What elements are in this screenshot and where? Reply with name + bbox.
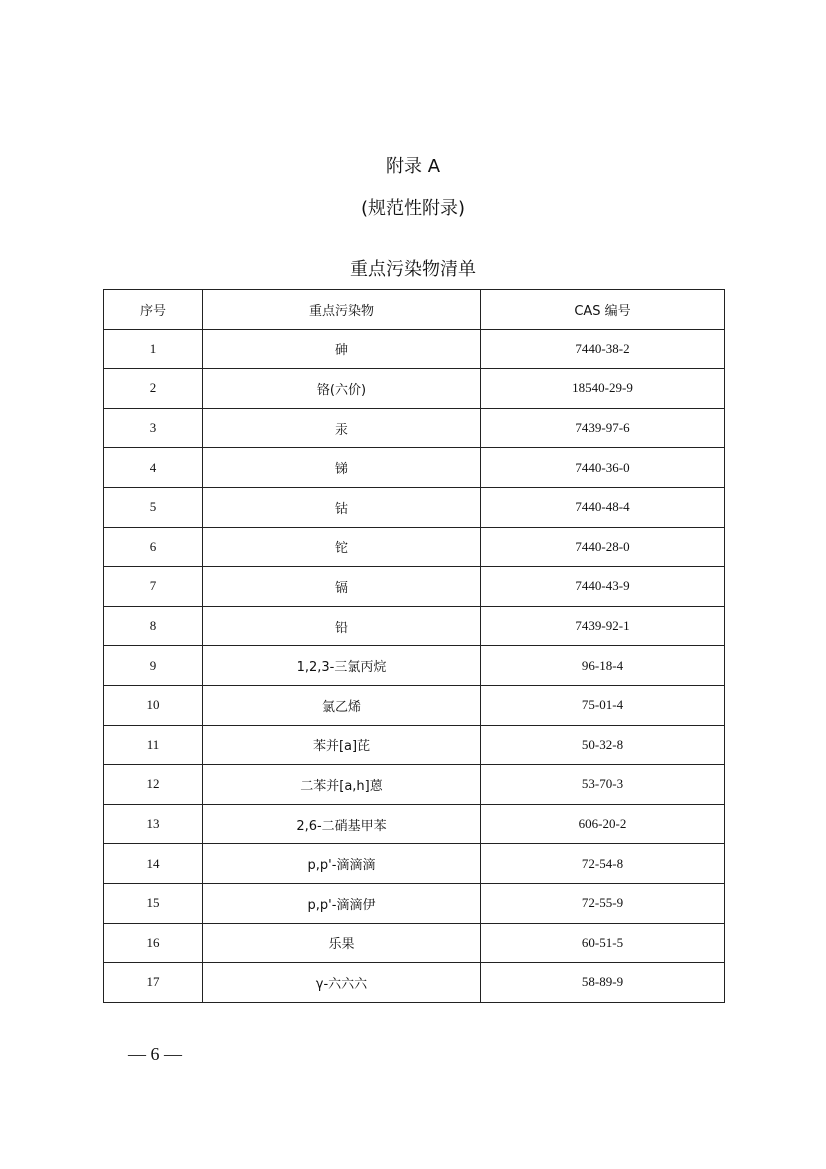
serial-number-cell: 11 <box>104 725 203 765</box>
pollutant-name-cell: 钴 <box>203 487 481 527</box>
serial-number-cell: 16 <box>104 923 203 963</box>
serial-number-cell: 2 <box>104 369 203 409</box>
cas-number-cell: 7440-38-2 <box>481 329 725 369</box>
table-body <box>104 329 725 1002</box>
cas-number-cell: 7440-43-9 <box>481 567 725 607</box>
pollutant-name-cell: 铊 <box>203 527 481 567</box>
serial-number-cell: 3 <box>104 408 203 448</box>
cas-number-cell: 72-55-9 <box>481 883 725 923</box>
table-row <box>104 329 725 369</box>
serial-number-cell: 5 <box>104 487 203 527</box>
cas-number-cell: 72-54-8 <box>481 844 725 884</box>
table-row <box>104 369 725 409</box>
pollutant-name-cell: 铅 <box>203 606 481 646</box>
serial-number-cell: 9 <box>104 646 203 686</box>
pollutant-name-cell: 镉 <box>203 567 481 607</box>
pollutant-name-cell: 锑 <box>203 448 481 488</box>
cas-number-cell: 96-18-4 <box>481 646 725 686</box>
pollutant-name-cell: 汞 <box>203 408 481 448</box>
cas-number-cell: 7439-92-1 <box>481 606 725 646</box>
pollutant-name-cell: 氯乙烯 <box>203 685 481 725</box>
cas-number-cell: 50-32-8 <box>481 725 725 765</box>
appendix-subtitle: (规范性附录) <box>360 198 466 219</box>
header-cas-number: CAS 编号 <box>481 290 725 330</box>
serial-number-cell: 12 <box>104 765 203 805</box>
cas-number-cell: 53-70-3 <box>481 765 725 805</box>
cas-number-cell: 7440-36-0 <box>481 448 725 488</box>
serial-number-cell: 17 <box>104 963 203 1003</box>
cas-number-cell: 18540-29-9 <box>481 369 725 409</box>
table-header-row <box>104 290 725 330</box>
serial-number-cell: 4 <box>104 448 203 488</box>
table-row <box>104 685 725 725</box>
table-row <box>104 725 725 765</box>
pollutant-name-cell: 乐果 <box>203 923 481 963</box>
pollutant-name-cell: 二苯并[a,h]蒽 <box>203 765 481 805</box>
header-pollutant-name: 重点污染物 <box>203 290 481 330</box>
cas-number-cell: 75-01-4 <box>481 685 725 725</box>
page-number: — 6 — <box>128 1044 182 1064</box>
cas-number-cell: 606-20-2 <box>481 804 725 844</box>
serial-number-cell: 7 <box>104 567 203 607</box>
serial-number-cell: 14 <box>104 844 203 884</box>
serial-number-cell: 13 <box>104 804 203 844</box>
pollutant-name-cell: γ-六六六 <box>203 963 481 1003</box>
cas-number-cell: 7440-48-4 <box>481 487 725 527</box>
table-row <box>104 844 725 884</box>
pollutant-table <box>103 289 725 1003</box>
cas-number-cell: 7439-97-6 <box>481 408 725 448</box>
table-row <box>104 963 725 1003</box>
serial-number-cell: 1 <box>104 329 203 369</box>
pollutant-name-cell: 铬(六价) <box>203 369 481 409</box>
table-row <box>104 765 725 805</box>
pollutant-name-cell: 苯并[a]芘 <box>203 725 481 765</box>
pollutant-name-cell: 1,2,3-三氯丙烷 <box>203 646 481 686</box>
table-row <box>104 606 725 646</box>
table-row <box>104 883 725 923</box>
serial-number-cell: 6 <box>104 527 203 567</box>
pollutant-name-cell: 2,6-二硝基甲苯 <box>203 804 481 844</box>
table-row <box>104 567 725 607</box>
cas-number-cell: 60-51-5 <box>481 923 725 963</box>
serial-number-cell: 10 <box>104 685 203 725</box>
header-serial-number: 序号 <box>104 290 203 330</box>
serial-number-cell: 15 <box>104 883 203 923</box>
table-row <box>104 408 725 448</box>
table-row <box>104 923 725 963</box>
table-row <box>104 448 725 488</box>
pollutant-name-cell: p,p'-滴滴滴 <box>203 844 481 884</box>
appendix-title: 附录 A <box>385 156 441 177</box>
serial-number-cell: 8 <box>104 606 203 646</box>
table-row <box>104 804 725 844</box>
cas-number-cell: 58-89-9 <box>481 963 725 1003</box>
table-row <box>104 487 725 527</box>
pollutant-name-cell: p,p'-滴滴伊 <box>203 883 481 923</box>
table-caption: 重点污染物清单 <box>350 259 476 280</box>
table-row <box>104 646 725 686</box>
table-row <box>104 527 725 567</box>
cas-number-cell: 7440-28-0 <box>481 527 725 567</box>
pollutant-name-cell: 砷 <box>203 329 481 369</box>
